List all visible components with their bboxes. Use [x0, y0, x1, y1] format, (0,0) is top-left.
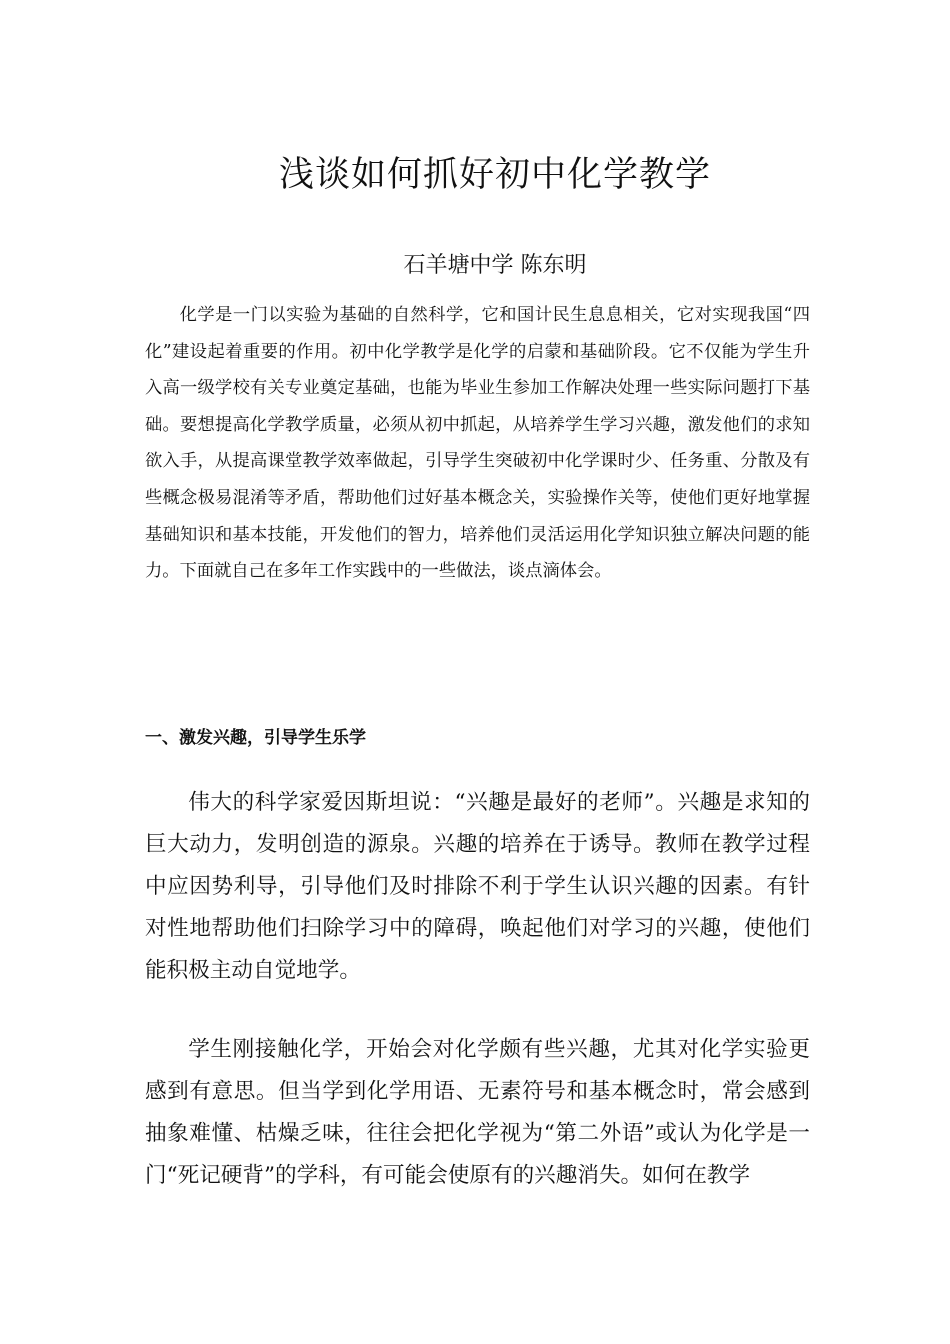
intro-paragraph: 化学是一门以实验为基础的自然科学，它和国计民生息息相关，它对实现我国“四化”建设起着重要的作用。初中化学教学是化学的启蒙和基础阶段。它不仅能为学生升入高一级学校有关专业奠定基础，也能为毕业生参加工作解决处理一些实际问题打下基础。要想提高化学教学质量，必须从初中抓起，从培养学生学习兴趣，激发他们的求知欲入手，从提高课堂教学效率做起，引导学生突破初中化学课时少、任务重、分散及有些概念极易混淆等矛盾，帮助他们过好基本概念关，实验操作关等，使他们更好地掌握基础知识和基本技能，开发他们的智力，培养他们灵活运用化学知识独立解决问题的能力。下面就自己在多年工作实践中的一些做法，谈点滴体会。 — [145, 305, 810, 582]
section1-paragraph-2: 学生刚接触化学，开始会对化学颇有些兴趣，尤其对化学实验更感到有意思。但当学到化学用语、无素符号和基本概念时，常会感到抽象难懂、枯燥乏味，往往会把化学视为“第二外语”或认为化学是一门“死记硬背”的学科，有可能会使原有的兴趣消失。如何在教学 — [145, 1037, 810, 1188]
section1-paragraph-1: 伟大的科学家爱因斯坦说：“兴趣是最好的老师”。兴趣是求知的巨大动力，发明创造的源泉。兴趣的培养在于诱导。教师在教学过程中应因势利导，引导他们及时排除不利于学生认识兴趣的因素。有针对性地帮助他们扫除学习中的障碍，唤起他们对学习的兴趣，使他们能积极主动自觉地学。 — [145, 790, 810, 983]
section-heading-1: 一、激发兴趣，引导学生乐学 — [145, 728, 366, 748]
document-author: 石羊塘中学 陈东明 — [403, 253, 587, 278]
document-title: 浅谈如何抓好初中化学教学 — [278, 155, 711, 195]
